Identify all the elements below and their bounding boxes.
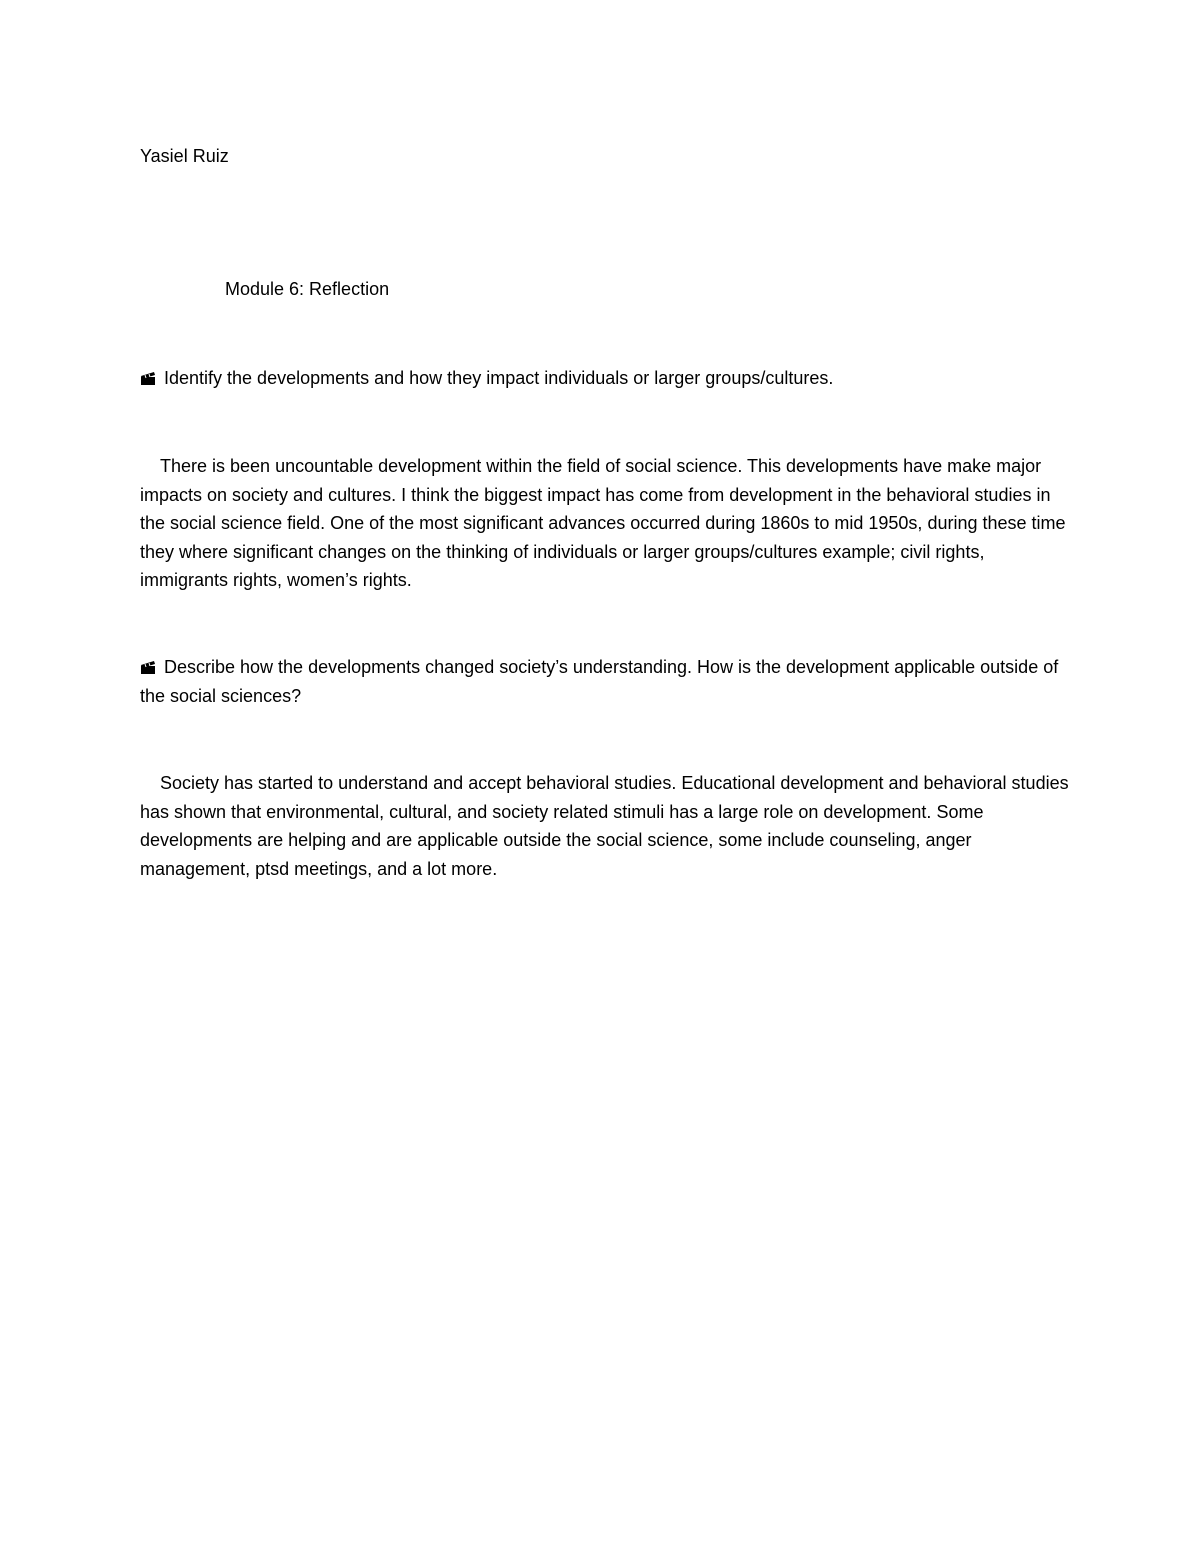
question-2-text: Describe how the developments changed society’s understanding. How is the development applicable outside of the social sciences? <box>140 657 1059 706</box>
answer-2 <box>140 769 1070 883</box>
question-1 <box>140 364 1065 393</box>
answer-1 <box>140 452 1070 595</box>
question-1-text: Identify the developments and how they impact individuals or larger groups/cultures. <box>164 368 834 388</box>
answer-2-text: Society has started to understand and accept behavioral studies. Educational development and behavioral studies has shown that environmental, cultural, and society related stimuli has a large role on development. Some developments are helping and are applicable outside the social science, some include counseling, anger management, ptsd meetings, and a lot more. <box>140 773 1069 879</box>
clapperboard-icon <box>140 661 156 674</box>
answer-1-text: There is been uncountable development within the field of social science. This developments have make major impacts on society and cultures. I think the biggest impact has come from development in the behavioral studies in the social science field. One of the most significant advances occurred during 1860s to mid 1950s, during these time they where significant changes on the thinking of individuals or larger groups/cultures example; civil rights, immigrants rights, women’s rights. <box>140 456 1066 590</box>
document-title: Module 6: Reflection <box>225 279 390 299</box>
clapperboard-icon <box>140 372 156 385</box>
question-2 <box>140 653 1065 711</box>
author-name: Yasiel Ruiz <box>140 146 229 166</box>
